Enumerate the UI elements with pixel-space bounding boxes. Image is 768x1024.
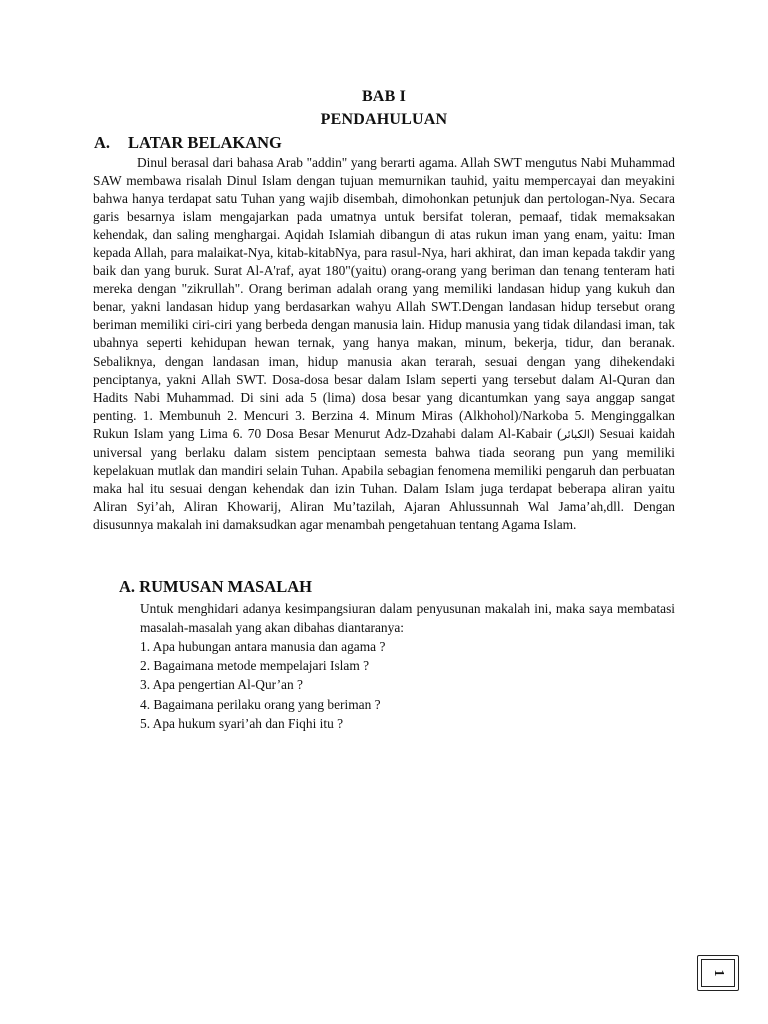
list-item: 5. Apa hukum syari’ah dan Fiqhi itu ? bbox=[140, 715, 344, 731]
background-paragraph bbox=[93, 154, 675, 534]
section-heading-rumusan-masalah: A. RUMUSAN MASALAH bbox=[119, 577, 312, 596]
list-item: 3. Apa pengertian Al-Qur’an ? bbox=[140, 677, 303, 693]
problem-intro-paragraph: Untuk menghidari adanya kesimpangsiuran dalam penyusunan makalah ini, maka saya membatasi masalah-masalah yang akan dibahas diantaranya: bbox=[140, 601, 675, 635]
paragraph-text-start: Dinul berasal dari bahasa Arab "addin" yang berarti agama. Allah SWT mengutus Nabi Muhammad SAW membawa risalah Dinul Islam dengan tujuan memurnikan tauhid, yaitu mempercayai dan meyakini bahwa hanya terdapat satu Tuhan yang wajib disembah, dimohonkan petunjuk dan pertologan-Nya. Secara garis besarnya islam mengajarkan pada umatnya untuk bersifat toleran, pemaaf, tidak memaksakan kehendak, dan saling menghargai. Aqidah Islamiah dibangun di atas rukun iman yang enam, yaitu: Iman kepada Allah, para malaikat-Nya, kitab-kitabNya, para rasul-Nya, hari akhirat, dan iman kepada takdir yang baik dan yang buruk. Surat Al-A'raf, ayat 180"(yaitu) orang-orang yang beriman dan tenang tenteram hati mereka dengan "zikrullah". Orang beriman adalah orang yang memiliki landasan hidup yang kukuh dan benar, yakni landasan hidup yang berdasarkan wahyu Allah SWT.Dengan landasan hidup tersebut orang beriman memiliki ciri-ciri yang berbeda dengan manusia lain. Hidup manusia yang tidak dilandasi iman, tak ubahnya seperti kehidupan hewan ternak, yang hanya makan, minum, bekerja, tidur, dan beranak. Sebaliknya, dengan landasan iman, hidup manusia akan terarah, sesuai dengan yang dihekendaki penciptanya, yakni Allah SWT. Dosa-dosa besar dalam Islam seperti yang tersebut dalam Al-Quran dan Hadits Nabi Muhammad. Di sini ada 5 (lima) dosa besar yang dicantumkan yang saya anggap sangat penting. 1. Membunuh 2. Mencuri 3. Berzina 4. Minum Miras (Alkhohol)/Narkoba 5. Menginggalkan Rukun Islam yang Lima 6. 70 Dosa Besar Menurut Adz-Dzahabi dalam Al-Kabair ( bbox=[93, 155, 675, 441]
page-number-frame bbox=[697, 955, 739, 991]
list-item: 1. Apa hubungan antara manusia dan agama ? bbox=[140, 639, 386, 654]
arabic-term: الكبائر bbox=[561, 427, 590, 441]
list-item: 2. Bagaimana metode mempelajari Islam ? bbox=[140, 658, 370, 674]
list-item: 4. Bagaimana perilaku orang yang beriman ? bbox=[140, 696, 381, 712]
problem-question-list bbox=[140, 637, 385, 733]
section-heading-latar-belakang bbox=[94, 133, 282, 153]
chapter-title: PENDAHULUAN bbox=[320, 111, 448, 128]
paragraph-text-end: ) Sesuai kaidah universal yang berlaku dalam sistem penciptaan semesta bahwa tiada seorang pun yang memiliki kepelakuan mutlak dan mandiri selain Tuhan. Apabila sebagian fenomena memiliki pengaruh dan perbuatan maka hal itu sesuai dengan kehendak dan izin Tuhan. Dalam Islam juga terdapat beberapa aliran yaitu Aliran Syi’ah, Aliran Khowarij, Aliran Mu’tazilah, Ajaran Ahlussunnah Wal Jama’ah,dll. Dengan disusunnya makalah ini damaksudkan agar menambah pengetahuan tentang Agama Islam. bbox=[93, 425, 676, 532]
page-number: 1 bbox=[711, 969, 726, 977]
chapter-label: BAB I bbox=[361, 88, 407, 105]
section-title: LATAR BELAKANG bbox=[128, 133, 282, 152]
section-number: A. bbox=[94, 133, 111, 152]
